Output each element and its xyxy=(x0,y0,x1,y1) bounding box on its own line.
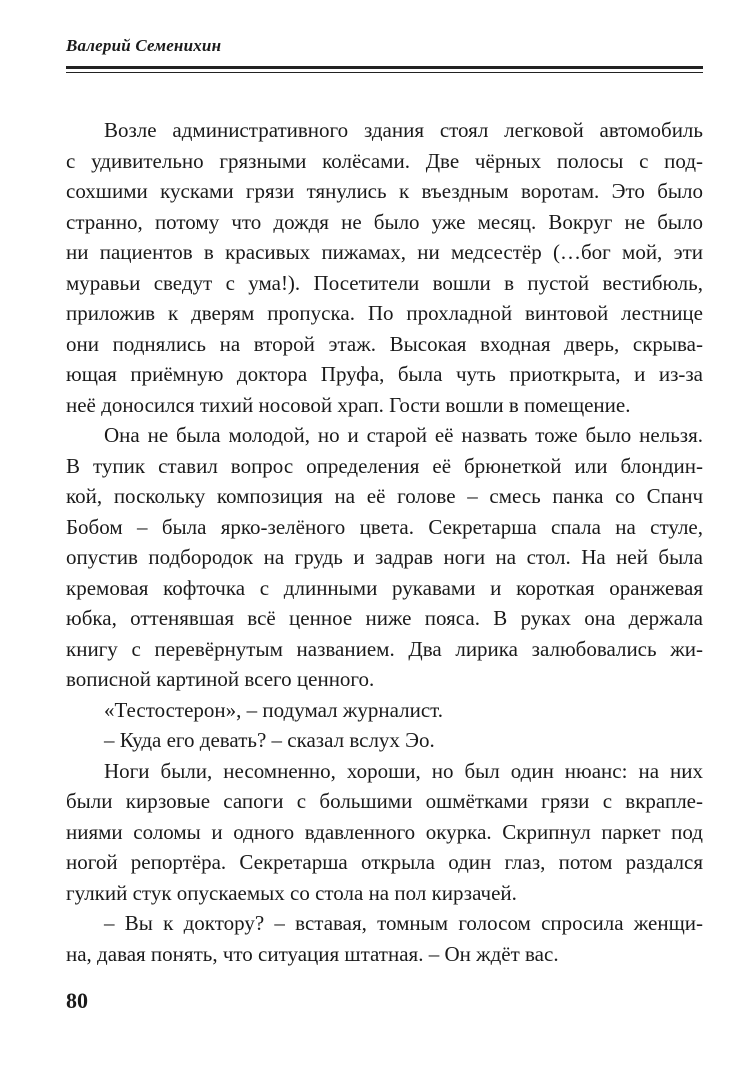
text-line: ни пациентов в красивых пижамах, ни медсестёр (…бог мой, эти xyxy=(66,240,703,264)
text-line: были кирзовые сапоги с большими ошмётками грязи с вкрапле- xyxy=(66,789,703,813)
text-line: юбка, оттенявшая всё ценное ниже пояса. В руках она держала xyxy=(66,606,703,630)
text-line: кремовая кофточка с длинными рукавами и короткая оранжевая xyxy=(66,575,703,600)
header-author: Валерий Семенихин xyxy=(66,36,222,55)
text-line: Ноги были, несомненно, хороши, но был один нюанс: на них xyxy=(104,758,703,783)
text-line: – Куда его девать? – сказал вслух Эо. xyxy=(104,728,435,752)
text-line: муравьи сведут с ума!). Посетители вошли в пустой вестибюль, xyxy=(66,270,703,295)
body-text xyxy=(66,115,703,969)
text-line: сохшими кусками грязи тянулись к въездным воротам. Это было xyxy=(66,179,703,203)
text-line: они поднялись на второй этаж. Высокая входная дверь, скрыва- xyxy=(66,331,703,356)
header-rule-thick xyxy=(66,66,703,69)
text-line: с удивительно грязными колёсами. Две чёрных полосы с под- xyxy=(66,148,703,173)
text-line: странно, потому что дождя не было уже месяц. Вокруг не было xyxy=(66,209,703,234)
text-line: на, давая понять, что ситуация штатная. – Он ждёт вас. xyxy=(66,941,559,966)
text-line: ниями соломы и одного вдавленного окурка. Скрипнул паркет под xyxy=(66,819,703,844)
page-number: 80 xyxy=(66,988,88,1013)
text-line: неё доносился тихий носовой храп. Гости вошли в помещение. xyxy=(66,392,631,417)
text-line: В тупик ставил вопрос определения её брюнеткой или блондин- xyxy=(66,453,703,478)
header-rule-thin xyxy=(66,72,703,73)
text-line: ногой репортёра. Секретарша открыла один глаз, потом раздался xyxy=(66,850,703,874)
text-line: «Тестостерон», – подумал журналист. xyxy=(104,697,443,722)
text-line: приложив к дверям пропуска. По прохладной винтовой лестнице xyxy=(66,301,703,325)
text-line: книгу с перевёрнутым названием. Два лирика залюбовались жи- xyxy=(66,636,703,661)
text-line: вописной картиной всего ценного. xyxy=(66,667,375,691)
text-line: Она не была молодой, но и старой её назвать тоже было нельзя. xyxy=(104,423,703,447)
text-line: кой, поскольку композиция на её голове – смесь панка со Спанч xyxy=(66,484,703,508)
text-line: гулкий стук опускаемых со стола на пол кирзачей. xyxy=(66,880,517,905)
text-line: Бобом – была ярко-зелёного цвета. Секретарша спала на стуле, xyxy=(66,514,703,539)
text-line: опустив подбородок на грудь и задрав ноги на стол. На ней была xyxy=(66,545,703,569)
text-line: Возле административного здания стоял легковой автомобиль xyxy=(104,118,703,142)
text-line: ющая приёмную доктора Пруфа, была чуть приоткрыта, и из-за xyxy=(66,362,703,386)
text-line: – Вы к доктору? – вставая, томным голосом спросила женщи- xyxy=(104,911,703,935)
